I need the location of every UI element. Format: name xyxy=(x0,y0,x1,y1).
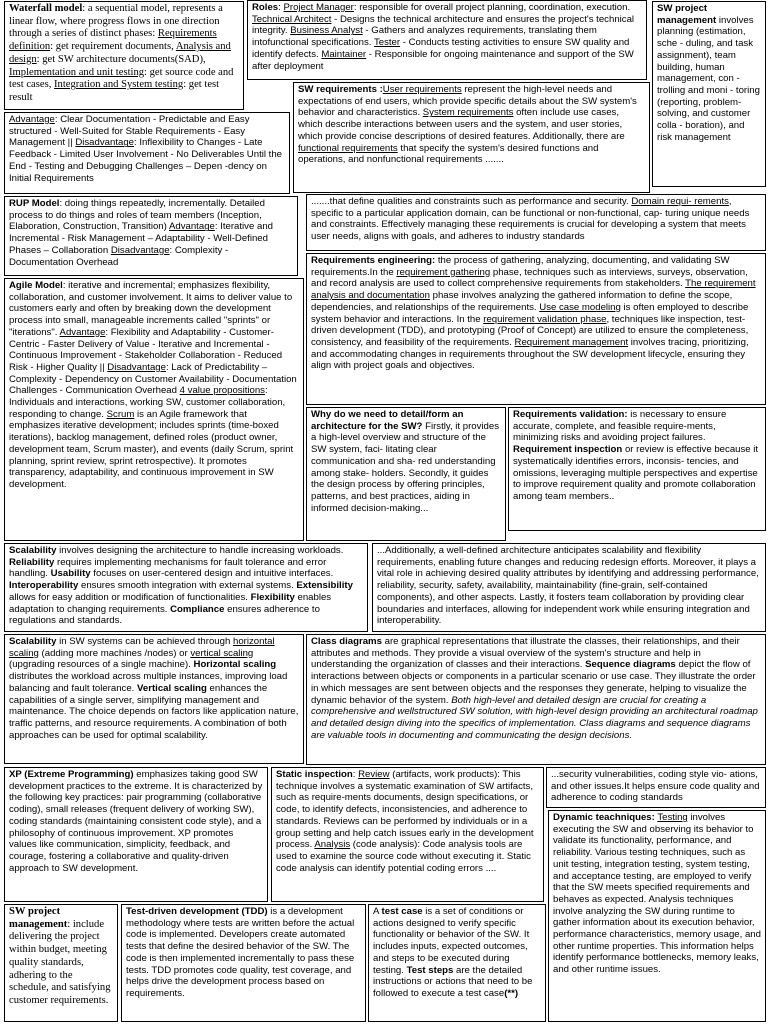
rup-title: RUP Model xyxy=(9,198,60,209)
sequence-diagrams-text: depict the flow of interactions between objects or components in a particular scenario or use case. They illustrate the order in which messages are sent between objects and the responses they generate, helping to visualize the dynamic behavior of the system. xyxy=(311,659,756,706)
user-requirements-text: represent the high-level needs and expectations of end users, which provide specific details about the SW system's behavior and characteristics. xyxy=(298,84,637,119)
scaling-text-5: enhances the capabilities of a single server, simplifying management and maintenance. The choice depends on factors like application nature, traffic patterns, and resource requirements. A combination of both approaches can be used for optimal scalability. xyxy=(9,682,299,741)
scaling-text-2: (adding more machines /nodes) or xyxy=(38,647,191,659)
compliance-term: Compliance xyxy=(170,603,225,615)
agile-text-4: : Individuals and interactions, working SW, customer collaboration, responding to change. xyxy=(9,385,286,420)
quality-attributes-box xyxy=(4,543,368,632)
requirement-gathering-term: requirement gathering xyxy=(396,266,491,278)
req-validation-text-1: is necessary to ensure accurate, complete, and feasible require-ments, minimizing risks and avoiding project failures. xyxy=(513,409,727,444)
requirements-validation-title: Requirements validation: xyxy=(513,409,628,420)
extensibility-term: Extensibility xyxy=(296,580,353,592)
requirement-analysis-term: The requirement analysis and documentation xyxy=(311,278,756,302)
interoperability-text: ensures smooth integration with external systems. xyxy=(78,580,297,592)
agile-text-5: is an Agile framework that emphasizes iterative development; includes sprints (time-boxed iterations), backlog management, defined roles (product owner, development team, Scrum master), and events (daily Scrum, sprint planning, sprint review, sprint retrospective). It promotes transparency, adaptability, and continuous improvement in SW development. xyxy=(9,408,294,490)
class-diagrams-text: are graphical representations that illustrate the classes, their relationships, and their attributes and methods. They provide a visual overview of the system's structure and help in understanding the organization of classes and their interactions. xyxy=(311,636,740,671)
scaling-scalability-term: Scalability xyxy=(9,636,57,647)
design-summary-italic: Both high-level and detailed design are crucial for creating a comprehensive and wellstructured SW solution, with high-level design providing an architectural roadmap and detailed design diving into the specifics of implementation. Class diagrams and sequence diagrams are valuable tools in documenting and communicating the design decisions. xyxy=(311,694,758,741)
system-requirements-term: System requirements xyxy=(422,107,514,119)
functional-requirements-term: functional requirements xyxy=(298,142,398,154)
req-eng-text-1: the process of gathering, analyzing, documenting, and validating SW requirements.In the xyxy=(311,255,730,278)
usability-text: focuses on user-centered design and intuitive interfaces. xyxy=(90,568,334,580)
architecture-additionally-text: ...Additionally, a well-defined architecture anticipates scalability and flexibility requirements, enabling future changes and reducing redesign efforts. Moreover, it plays a vital role in achieving desired quality attributes by identifying and addressing performance, reliability, security, safety, availability, maintainability (fine-grain, self-contained components), and other aspects. Lastly, it fosters team collaboration by providing clear boundaries and interfaces, allowing for independent work while ensuring integration and interoperability. xyxy=(377,545,759,627)
req-eng-text-3: phase involves analyzing the gathered information to define the scope, dependencies, and relationships of the requirements. xyxy=(311,290,733,313)
rup-text: : doing things repeatedly, incrementally. Detailed process to do things and roles of team members (Inception, Elaboration, Construction, Transition) xyxy=(9,198,265,233)
vertical-scaling-term: vertical scaling xyxy=(190,647,254,659)
static-inspection-colon: : xyxy=(352,769,359,780)
req-eng-text-4: is often employed to describe system behavior and interactions. In the xyxy=(311,301,749,325)
waterfall-phase-requirements: Requirements definition xyxy=(9,28,217,53)
class-diagrams-term: Class diagrams xyxy=(311,636,382,647)
domain-requirements-intro: .......that define qualities and constraints such as performance and security. xyxy=(311,196,632,207)
tdd-title: Test-driven development (TDD) xyxy=(126,906,268,917)
why-architecture-text: Firstly, it provides a high-level overview and structure of the SW system, faci- litating clear communication and sha- red understanding among stake- holders. Secondly, it guides the design process by offering principles, patterns, and best practices, aiding in informed decision-making... xyxy=(311,420,500,514)
waterfall-phase-integration: Integration and System testing xyxy=(54,79,184,91)
waterfall-model-box xyxy=(4,1,244,110)
role-maintainer-text: - Responsible for ongoing maintenance and support of the SW after deployment xyxy=(252,48,634,72)
agile-model-box xyxy=(4,278,304,541)
waterfall-disadvantage-label: Disadvantage xyxy=(75,137,134,149)
security-continuation-text: ...security vulnerabilities, coding style vio- ations, and other issues.It helps ensure code quality and adherence to coding standards xyxy=(551,769,760,804)
usability-term: Usability xyxy=(50,568,91,580)
agile-title: Agile Model xyxy=(9,280,63,291)
tdd-text: is a development methodology where tests are written before the actual code is implemented. Developers create automated tests that define the desired behavior of the SW. The code is then implemented incrementally to pass these tests. TDD promotes code quality, test coverage, and helps drive the development process based on requirements. xyxy=(126,906,355,999)
role-tester-text: - Conducts testing activities to ensure SW quality and identify defects. xyxy=(252,37,630,60)
requirements-engineering-title: Requirements engineering: xyxy=(311,255,436,266)
scalability-term: Scalability xyxy=(9,545,57,556)
architecture-additionally-box xyxy=(372,543,766,632)
roles-box: Roles: Project Manager: responsible for overall project planning, coordination, execution. Technical Architect - Designs the technical architecture and ensures the project's technical integrity. Business Analyst - Gathers and analyzes requirements, translating them intofunctional specifications. Tester - Conducts testing activities to ensure SW quality and identify defects. Maintainer - Responsible for ongoing maintenance and support of the SW after deployment xyxy=(247,0,647,80)
security-continuation-box xyxy=(546,767,766,808)
requirement-management-term: Requirement management xyxy=(514,336,629,348)
roles-title: Roles xyxy=(252,2,279,13)
domain-requirements-text: , specific to a particular application domain, can be functional or non-functional, cap- turing unique needs and constraints. Effectively managing these requirements is crucial for developing a system that meets user needs, aligns with goals, and adheres to industry standards xyxy=(311,196,750,243)
domain-requirements-term: Domain requi- rements xyxy=(631,196,729,207)
flexibility-term: Flexibility xyxy=(250,591,295,603)
functional-requirements-text: that specify the system's desired functions and operations, and nonfunctional requirements ....... xyxy=(298,142,599,166)
reliability-text: requires implementing mechanisms for fault tolerance and error handling. xyxy=(9,556,327,580)
agile-disadvantage-label: Disadvantage xyxy=(107,361,166,373)
requirement-inspection-term: Requirement inspection xyxy=(513,444,623,456)
analysis-term: Analysis xyxy=(314,839,351,851)
sequence-diagrams-term: Sequence diagrams xyxy=(585,659,676,671)
agile-value-propositions-term: 4 value propositions xyxy=(179,385,265,397)
rup-disadvantage-label: Disadvantage xyxy=(110,244,170,256)
flexibility-text: enables adaptation to changing requirements. xyxy=(9,591,332,615)
scrum-term: Scrum xyxy=(106,408,135,420)
domain-requirements-box xyxy=(306,194,766,251)
test-case-text: is a set of conditions or actions designed to verify specific functionality or behavior of the SW. It includes inputs, expected outcomes, and steps to be executed during testing. xyxy=(373,906,530,976)
waterfall-advantage-text: : Clear Documentation - Predictable and Easy structured - Well-Suited for Stable Requirements - Easy Management || xyxy=(9,114,250,149)
dynamic-techniques-box xyxy=(548,810,766,1022)
sw-project-management-bottom-text: : include delivering the project within budget, meeting quality standards, adhering to the schedule, and satisfying customer requirements. xyxy=(9,918,111,1006)
scaling-text-4: distributes the workload across multiple instances, improving load balancing and fault tolerance. xyxy=(9,671,288,694)
static-inspection-title: Static inspection xyxy=(276,769,353,780)
scalability-text: involves designing the architecture to handle increasing workloads. xyxy=(56,545,344,556)
sw-requirements-title: SW requirements : xyxy=(298,84,383,95)
rup-model-box xyxy=(4,196,298,276)
test-case-box xyxy=(368,904,546,1022)
role-technical-architect: Technical Architect xyxy=(252,13,332,25)
req-eng-text-6: involves tracing, prioritizing, and accommodating changes in requirements throughout the SW development lifecycle, ensuring they align with project goals and objectives. xyxy=(311,336,749,372)
waterfall-phase-analysis: Analysis and design xyxy=(9,41,231,65)
agile-advantage-label: Advantage xyxy=(59,326,106,338)
rup-disadvantage-text: : Complexity - Documentation Overhead xyxy=(9,244,229,268)
system-requirements-text: often include use cases, which describe interactions between users and the system, and user stories, which provide concise descriptions of desired features. Additionally, there are xyxy=(298,107,625,142)
rup-advantage-text: : Iterative and Incremental - Risk Management – Adaptability - Well-Defined Phases – Collaboration xyxy=(9,221,273,256)
interoperability-term: Interoperability xyxy=(9,580,79,592)
waterfall-phase-requirements-text: : get requirement documents, xyxy=(50,41,176,53)
sw-project-management-bottom-title: SW project management xyxy=(9,906,68,930)
requirements-validation-box xyxy=(508,407,766,531)
req-eng-text-2: phase, techniques such as interviews, surveys, observation, and record analysis are used to collect comprehensive requirements from stakeholders. xyxy=(311,266,748,290)
sw-project-management-top-box xyxy=(652,1,766,187)
review-text: (artifacts, work products): This technique involves a systematic examination of SW artifacts, such as require-ments documents, design specifications, or code, to identify defects, inconsistencies, and adherence to standards. Reviews can be performed by individuals or in a group setting and help catch issues early in the development process. xyxy=(276,769,534,851)
waterfall-phase-analysis-text: : get SW architecture documents(SAD), xyxy=(36,53,206,65)
waterfall-phase-integration-text: : get test result xyxy=(9,79,220,103)
req-eng-text-5: , techniques like inspection, test-driven development (TDD), and prototyping (Proof of Concept) are utilized to ensure the completeness, consistency, and feasibility of the requirements. xyxy=(311,313,749,348)
scaling-text-1: in SW systems can be achieved through xyxy=(56,636,233,647)
class-diagrams-box xyxy=(306,634,766,765)
user-requirements-term: User requirements xyxy=(382,84,462,95)
waterfall-advantages-box xyxy=(4,112,290,194)
review-term: Review xyxy=(358,769,390,780)
horizontal-scaling-bold: Horizontal scaling xyxy=(193,659,277,671)
xp-box xyxy=(4,767,268,902)
test-steps-term: Test steps xyxy=(406,964,454,976)
dynamic-techniques-title: Dynamic teachniques: xyxy=(553,812,655,823)
agile-text-3: : Lack of Predictability – Complexity - Dependency on Customer Availability - Documentation Challenges - Communication Overhead xyxy=(9,361,297,397)
sw-project-management-top-text: involves planning (estimation, sche - duling, and task assignment), team building, human management, con - trolling and moni - toring (reporting, problem-solving, and customer colla - boration), and risk management xyxy=(657,14,760,143)
xp-title: XP (Extreme Programming) xyxy=(9,769,134,780)
requirement-validation-term: requirement validation phase xyxy=(483,313,607,325)
role-tester: Tester xyxy=(373,37,401,49)
tdd-box xyxy=(121,904,366,1022)
scaling-text-3: (upgrading resources of a single machine). xyxy=(9,659,194,671)
role-project-manager-text: : responsible for overall project planning, coordination, execution. xyxy=(353,2,631,13)
sw-project-management-bottom-box xyxy=(4,904,118,1022)
use-case-modeling-term: Use case modeling xyxy=(539,301,621,313)
requirements-engineering-box xyxy=(306,253,766,405)
analysis-text: (code analysis): Code analysis tools are used to examine the source code without executing it. Static code analysis can identify potential coding errors .... xyxy=(276,839,531,874)
horizontal-scaling-term: horizontal scaling xyxy=(9,636,275,659)
req-validation-text-2: or review is effective because it systematically identifies errors, inconsis- tencies, and omissions, leveraging multiple perspectives and expertise to improve requirement quality and promote collaboration among team members.. xyxy=(513,444,759,502)
role-technical-architect-text: - Designs the technical architecture and ensures the project's technical integrity. xyxy=(252,13,635,37)
sw-requirements-box xyxy=(293,82,650,193)
vertical-scaling-bold: Vertical scaling xyxy=(137,682,207,694)
why-architecture-title: Why do we need to detail/form an architecture for the SW? xyxy=(311,409,464,432)
test-case-term: test case xyxy=(381,906,423,917)
waterfall-phase-implementation: Implementation and unit testing xyxy=(9,66,145,78)
waterfall-intro: : a sequential model, represents a linear flow, where progress flows in one direction through a series of distinct phases: xyxy=(9,3,223,40)
test-case-footnote-mark: (**) xyxy=(504,987,519,999)
waterfall-disadvantage-text: : Inflexibility to Changes - Late Feedback - Limited User Involvement - No Deliverables Until the End - Testing and Debugging Challenges – Depen -dency on Initial Requirements xyxy=(9,137,283,184)
waterfall-advantage-label: Advantage xyxy=(9,114,55,125)
scaling-box xyxy=(4,634,304,764)
static-inspection-box xyxy=(271,767,544,902)
agile-text-2: : Flexibility and Adaptability - Customer-Centric - Faster Delivery of Value - Iterative and Incremental - Continuous Improvement - Stakeholder Collaboration - Reduced Risk - Higher Quality || xyxy=(9,326,283,373)
why-architecture-box xyxy=(306,407,506,541)
waterfall-title: Waterfall model xyxy=(9,3,83,14)
testing-term: Testing xyxy=(657,812,688,823)
waterfall-phase-implementation-text: : get source code and test cases, xyxy=(9,66,234,91)
compliance-text: ensures adherence to regulations and standards. xyxy=(9,603,320,627)
test-steps-text: are the detailed instructions or actions that need to be followed to execute a test case xyxy=(373,964,533,999)
dynamic-techniques-text: involves executing the SW and observing its behavior to validate its functionality, performance, and reliability. Various testing techniques, such as unit testing, integration testing, system testing, and acceptance testing, are employed to verify that the SW meets specified requirements and behaves as expected. Analysis techniques involve analyzing the SW during runtime to gather information about its execution behavior, performance characteristics, memory usage, and other runtime properties. This information helps identify performance bottlenecks, memory leaks, and other runtime issues. xyxy=(553,812,761,976)
role-business-analyst-text: - Gathers and analyzes requirements, translating them intofunctional specifications. xyxy=(252,25,597,49)
reliability-term: Reliability xyxy=(9,556,55,568)
agile-text-1: : iterative and incremental; emphasizes flexibility, collaboration, and customer involvement. It aims to deliver value to customers early and often by breaking down the development process into small, manageable increments called "sprints" or "iterations". xyxy=(9,280,293,338)
xp-text: emphasizes taking good SW development practices to the extreme. It is characterized by the following key practices: pair programming (collaborative coding), small releases (frequent delivery of working SW), coding standards (maintaining consistent code style), and a philosophy of continuous improvement. XP promotes values like communication, simplicity, feedback, and courage, fostering a collaborative and quality-driven approach to SW development. xyxy=(9,769,263,874)
role-business-analyst: Business Analyst xyxy=(290,25,363,37)
rup-advantage-label: Advantage xyxy=(168,221,215,233)
role-project-manager: Project Manager xyxy=(283,2,354,13)
role-maintainer: Maintainer xyxy=(321,48,367,60)
sw-project-management-top-title: SW project management xyxy=(657,3,717,26)
extensibility-text: allows for easy addition or modification of functionalities. xyxy=(9,591,251,603)
test-case-article: A xyxy=(373,906,382,917)
